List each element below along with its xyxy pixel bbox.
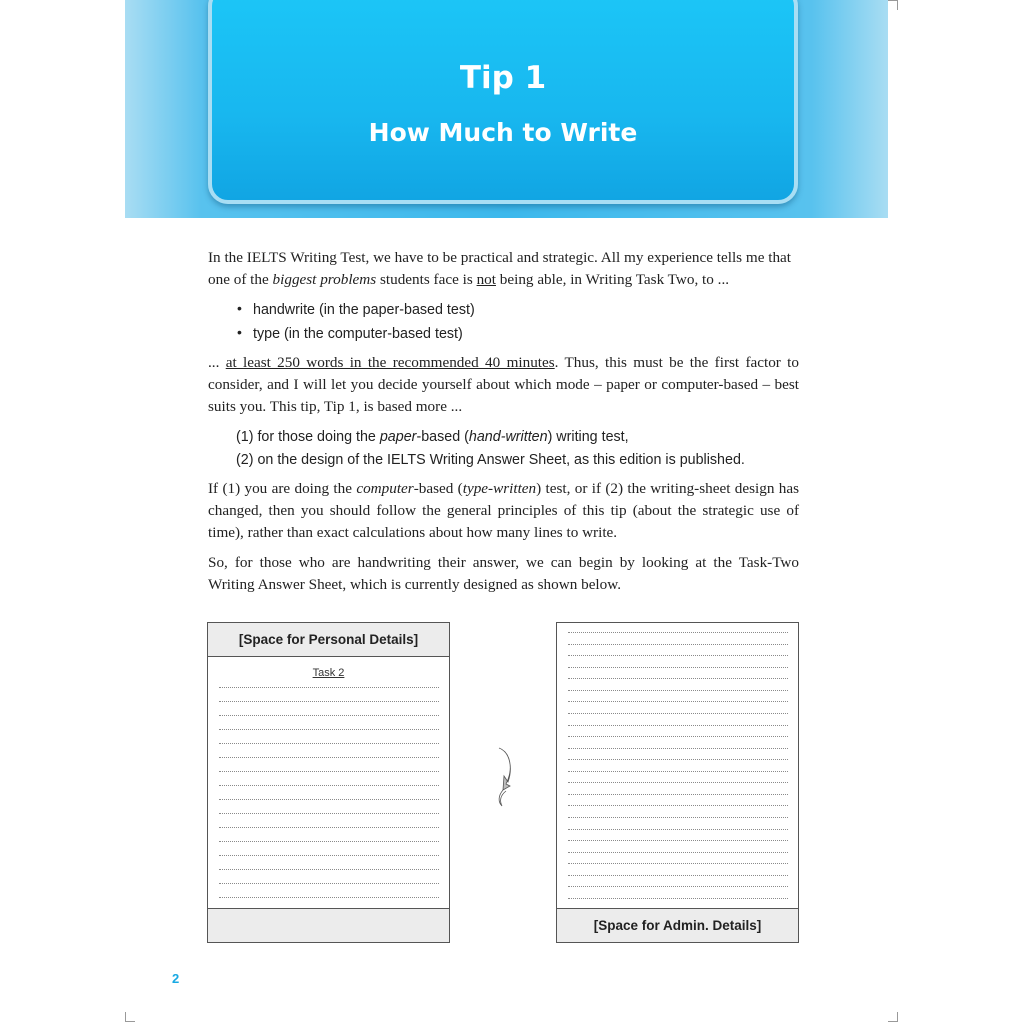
p2-rest: . Thus, this must be the first factor to consider, and I will let you decide yourself about which mode – paper or computer-based – best suits you. This tip, Tip 1, is based more ... [208,354,799,415]
writing-line [219,897,439,898]
writing-line [568,632,788,633]
writing-line [219,757,439,758]
writing-line [219,729,439,730]
answer-sheet-page-2 [556,622,799,943]
writing-line [568,748,788,749]
writing-line [219,715,439,716]
writing-line [568,725,788,726]
writing-line [568,875,788,876]
writing-line [568,863,788,864]
writing-line [568,690,788,691]
tip-subtitle: How Much to Write [368,118,638,147]
writing-line [568,701,788,702]
writing-line [219,869,439,870]
writing-line [219,841,439,842]
numbered-item-1 [236,427,629,447]
bullet-item-handwrite: handwrite (in the paper-based test) [253,302,475,318]
writing-line [568,840,788,841]
p3-a: If (1) you are doing the [208,480,357,497]
writing-line [219,799,439,800]
writing-line [568,771,788,772]
writing-line [219,785,439,786]
personal-details-band: [Space for Personal Details] [208,623,449,657]
p3-e: ) test, or if (2) the writing-sheet design has changed, then you should follow the general principles of this tip (about the strategic use of time), rather than exact calculations about how many lines to write. [208,480,800,541]
admin-details-band: [Space for Admin. Details] [557,908,798,942]
writing-line [219,687,439,688]
crop-mark-bottom-left-h [125,1021,135,1022]
writing-line [219,701,439,702]
numbered-item-2: (2) on the design of the IELTS Writing Answer Sheet, as this edition is published. [236,452,745,468]
page-number: 2 [172,971,180,986]
paragraph-computer-based [208,478,799,544]
writing-line [219,855,439,856]
writing-line [568,805,788,806]
crop-mark-top-right [897,0,898,10]
tip-title-card [208,0,798,204]
left-bottom-band [208,908,449,942]
p2-prefix: ... [208,354,226,371]
writing-line [219,827,439,828]
writing-line [568,886,788,887]
intro-text-e: being able, in Writing Task Two, to ... [495,271,730,288]
writing-line [568,852,788,853]
crop-mark-top-right-h [888,0,898,1]
writing-line [568,829,788,830]
writing-line [568,713,788,714]
num1-c: -based ( [416,429,469,445]
writing-line [568,667,788,668]
writing-line [219,771,439,772]
num1-d: hand-written [468,429,548,445]
paragraph-answer-sheet-intro: So, for those who are handwriting their answer, we can begin by looking at the Task-Two Writing Answer Sheet, which is currently designed as shown below. [208,554,799,593]
writing-line [568,736,788,737]
crop-mark-bottom-right-h [888,1021,898,1022]
writing-line [568,678,788,679]
writing-line [219,743,439,744]
num1-b: paper [379,429,417,445]
bullet-item-type: type (in the computer-based test) [253,326,463,342]
intro-underlined-not: not [476,271,496,288]
num1-e: ) writing test, [547,429,629,445]
intro-line-2 [208,269,799,291]
writing-line [219,813,439,814]
paragraph-word-count [208,352,799,418]
writing-line [568,898,788,899]
p2-underlined-target: at least 250 words in the recommended 40 minutes [225,354,555,371]
writing-line [219,883,439,884]
intro-emphasis: biggest problems [272,271,377,288]
writing-line [568,655,788,656]
writing-line [568,759,788,760]
tip-title: Tip 1 [459,60,547,96]
num1-a: (1) for those doing the [236,429,380,445]
writing-line [568,794,788,795]
writing-line [568,644,788,645]
bullet-dot: • [237,300,242,316]
intro-text-c: students face is [376,271,477,288]
curved-arrow-icon [494,746,516,808]
task-2-label: Task 2 [312,667,345,679]
intro-line-1-text: In the IELTS Writing Test, we have to be practical and strategic. All my experience tells me that [208,249,792,266]
intro-line-1 [208,247,799,269]
p3-b: computer [356,480,414,497]
answer-sheet-page-1 [207,622,450,943]
p3-c: -based ( [413,480,463,497]
bullet-dot: • [237,324,242,340]
p3-d: type-written [462,480,537,497]
writing-line [568,817,788,818]
writing-line [568,782,788,783]
intro-text-a: one of the [208,271,273,288]
